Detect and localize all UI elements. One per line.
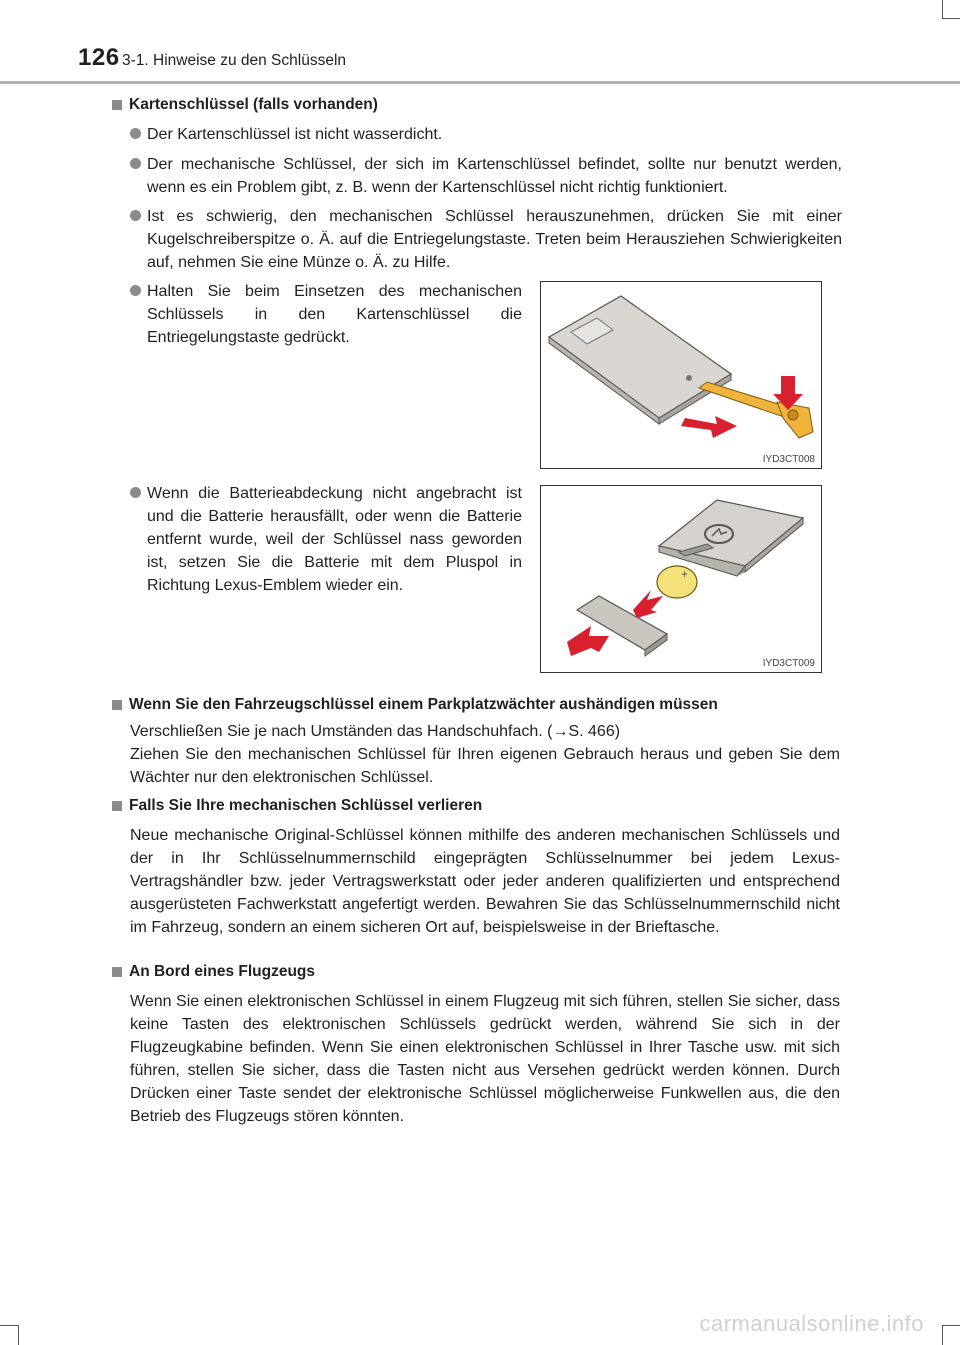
battery-insert-illustration xyxy=(541,486,821,672)
section-heading-card-key xyxy=(112,96,378,114)
bullet-item xyxy=(130,153,842,199)
figure-id: IYD3CT009 xyxy=(762,658,815,669)
crop-mark xyxy=(0,1325,18,1326)
bullet-text: Der mechanische Schlüssel, der sich im Kartenschlüssel befindet, sollte nur benutzt werden, wenn es ein Problem gibt, z. B. wenn der Kartenschlüssel nicht richtig funktioniert. xyxy=(147,156,842,196)
section-title: An Bord eines Flugzeugs xyxy=(129,963,316,980)
crop-mark xyxy=(18,1325,19,1345)
bullet-item xyxy=(130,123,842,146)
header-rule xyxy=(0,81,960,84)
chapter-title: 3-1. Hinweise zu den Schlüsseln xyxy=(122,52,347,69)
square-bullet-icon xyxy=(112,801,122,811)
lost-keys-paragraph: Neue mechanische Original-Schlüssel können mithilfe des anderen mechanischen Schlüssels und der in Ihr Schlüsselnummernschild eingeprägten Schlüsselnummer bei jedem Lexus-Vertragshändler bzw. jeder Vertragswerkstatt oder jeder anderen qualifizierten und entsprechend ausgerüsteten Fachwerkstatt angefertigt werden. Bewahren Sie das Schlüsselnummernschild nicht im Fahrzeug, sondern an einem sicheren Ort auf, beispielsweise in der Brieftasche. xyxy=(130,827,840,936)
airplane-paragraph: Wenn Sie einen elektronischen Schlüssel in einem Flugzeug mit sich führen, stellen Sie sicher, dass keine Tasten des elektronischen Schlüssels gedrückt werden, während Sie sich in der Flugzeugkabine befinden. Wenn Sie einen elektronischen Schlüssel in Ihrer Tasche usw. mit sich führen, stellen Sie sicher, dass die Tasten nicht aus Versehen gedrückt werden können. Durch Drücken einer Taste sendet der elektronische Schlüssel möglicherweise Funkwellen aus, die den Betrieb des Flugzeugs stören könnten. xyxy=(130,993,840,1125)
bullet-item xyxy=(130,205,842,274)
section-title: Kartenschlüssel (falls vorhanden) xyxy=(129,96,378,113)
round-bullet-icon xyxy=(130,158,141,169)
key-insert-illustration xyxy=(541,282,821,468)
round-bullet-icon xyxy=(130,210,141,221)
bullet-text: Halten Sie beim Einsetzen des mechanischen Schlüssels in den Kartenschlüssel die Entriegelungstaste gedrückt. xyxy=(147,283,522,346)
crop-mark xyxy=(942,1325,960,1326)
section-title: Wenn Sie den Fahrzeugschlüssel einem Parkplatzwächter aushändigen müssen xyxy=(129,696,718,713)
bullet-item xyxy=(130,280,522,349)
svg-text:+: + xyxy=(681,567,689,581)
valet-line-2: Ziehen Sie den mechanischen Schlüssel für Ihren eigenen Gebrauch heraus und geben Sie dem Wächter nur den elektronischen Schlüssel. xyxy=(130,746,840,786)
square-bullet-icon xyxy=(112,967,122,977)
bullet-item xyxy=(130,482,522,597)
square-bullet-icon xyxy=(112,700,122,710)
round-bullet-icon xyxy=(130,487,141,498)
section-heading-airplane xyxy=(112,963,315,981)
bullet-text: Der Kartenschlüssel ist nicht wasserdicht. xyxy=(147,126,443,143)
section-title: Falls Sie Ihre mechanischen Schlüssel verlieren xyxy=(129,797,483,814)
valet-paragraph xyxy=(130,720,840,789)
section-heading-lost-keys xyxy=(112,797,482,815)
crop-mark xyxy=(942,0,943,18)
bullet-text: Wenn die Batterieabdeckung nicht angebracht ist und die Batterie herausfällt, oder wenn die Batterie entfernt wurde, weil der Schlüssel nass geworden ist, setzen Sie die Batterie mit dem Pluspol in Richtung Lexus-Emblem wieder ein. xyxy=(147,485,522,594)
bullet-text: Ist es schwierig, den mechanischen Schlüssel herauszunehmen, drücken Sie mit einer Kugelschreiberspitze o. Ä. auf die Entriegelungstaste. Treten beim Herausziehen Schwierigkeiten auf, nehmen Sie eine Münze o. Ä. zu Hilfe. xyxy=(147,208,842,271)
page-number: 126 xyxy=(78,44,120,71)
section-heading-valet xyxy=(112,696,718,714)
figure-mechanical-key-insertion xyxy=(540,281,822,469)
crop-mark xyxy=(942,18,960,19)
square-bullet-icon xyxy=(112,100,122,110)
figure-id: IYD3CT008 xyxy=(762,454,815,465)
round-bullet-icon xyxy=(130,285,141,296)
watermark: carmanualsonline.info xyxy=(699,1311,924,1336)
round-bullet-icon xyxy=(130,128,141,139)
valet-line-1: Verschließen Sie je nach Umständen das Handschuhfach. (→S. 466) xyxy=(130,723,621,740)
crop-mark xyxy=(942,1325,943,1345)
figure-battery-replacement xyxy=(540,485,822,673)
